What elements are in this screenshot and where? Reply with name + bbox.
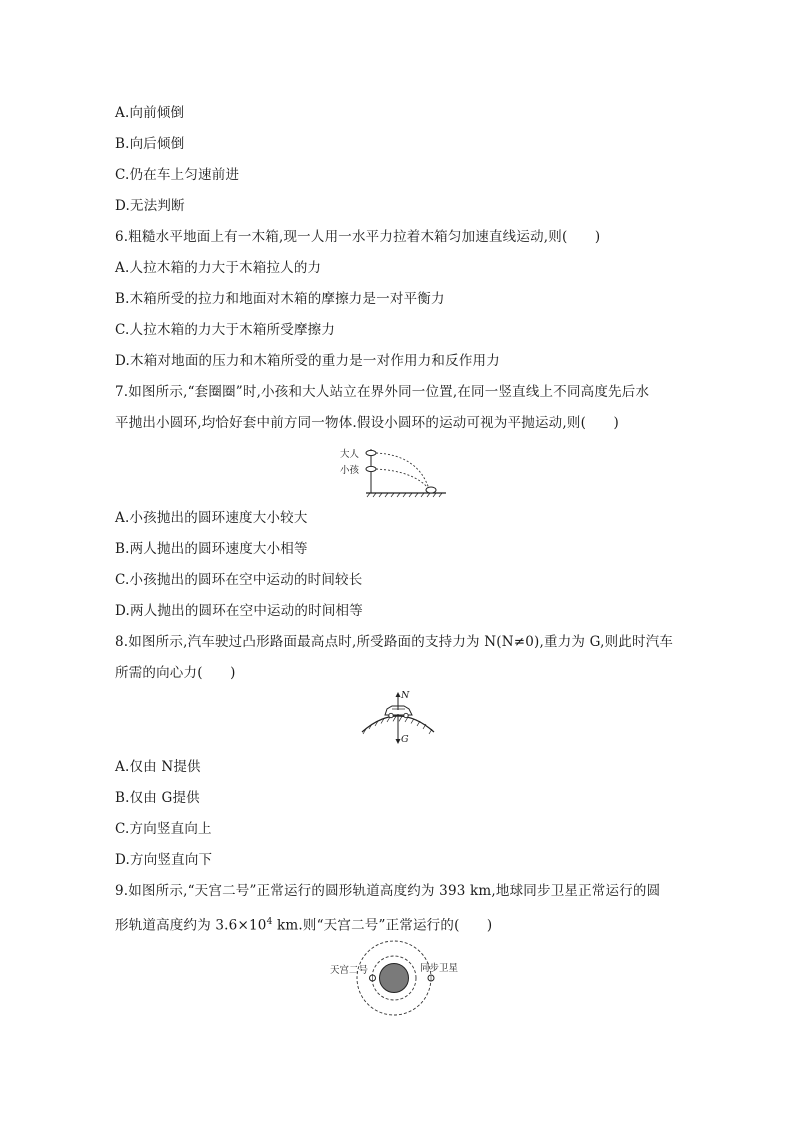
q8-stem-line1: 8.如图所示,汽车驶过凸形路面最高点时,所受路面的支持力为 N(N≠0),重力为 G,则此时汽车 — [115, 634, 674, 650]
q7-stem-line1: 7.如图所示,“套圈圈”时,小孩和大人站立在界外同一位置,在同一竖直线上不同高度先后水 — [115, 384, 650, 400]
q7-option-c: C.小孩抛出的圆环在空中运动的时间较长 — [115, 572, 363, 588]
q5-option-c: C.仍在车上匀速前进 — [115, 167, 240, 183]
q9-stem-line2 — [115, 912, 492, 936]
q5-option-b: B.向后倾倒 — [115, 136, 185, 152]
q7-option-a: A.小孩抛出的圆环速度大小较大 — [115, 510, 308, 526]
q7-label-adult: 大人 — [340, 449, 360, 460]
q9-stem-line2-pre: 形轨道高度约为 3.6×10 — [115, 917, 267, 934]
q8-option-b: B.仅由 G提供 — [115, 790, 200, 806]
q9-exponent: 4 — [266, 917, 273, 927]
q7-option-b: B.两人抛出的圆环速度大小相等 — [115, 541, 308, 557]
q6-option-c: C.人拉木箱的力大于木箱所受摩擦力 — [115, 322, 336, 338]
q6-option-a: A.人拉木箱的力大于木箱拉人的力 — [115, 260, 322, 276]
q7-stem-line2: 平抛出小圆环,均恰好套中前方同一物体.假设小圆环的运动可视为平抛运动,则( ) — [115, 415, 619, 431]
q8-label-g: G — [401, 734, 409, 745]
q8-option-d: D.方向竖直向下 — [115, 852, 213, 868]
q8-option-a: A.仅由 N提供 — [115, 759, 201, 775]
q9-stem-line2-post: km.则“天宫二号”正常运行的( ) — [272, 917, 493, 934]
q5-option-d: D.无法判断 — [115, 198, 185, 214]
q9-label-sync: 同步卫星 — [420, 963, 459, 974]
q8-stem-line2: 所需的向心力( ) — [115, 665, 236, 681]
q8-label-n: N — [401, 690, 410, 701]
q5-option-a: A.向前倾倒 — [115, 105, 185, 121]
q6-option-b: B.木箱所受的拉力和地面对木箱的摩擦力是一对平衡力 — [115, 291, 445, 307]
q7-ring-toss-figure — [340, 443, 460, 501]
q9-label-tiangong: 天宫二号 — [330, 965, 369, 976]
q9-orbit-figure — [330, 940, 465, 1018]
q6-stem: 6.粗糙水平地面上有一木箱,现一人用一水平力拉着木箱匀加速直线运动,则( ) — [115, 229, 601, 245]
q6-option-d: D.木箱对地面的压力和木箱所受的重力是一对作用力和反作用力 — [115, 353, 500, 369]
q7-option-d: D.两人抛出的圆环在空中运动的时间相等 — [115, 603, 363, 619]
q8-option-c: C.方向竖直向上 — [115, 821, 212, 837]
q9-stem-line1: 9.如图所示,“天宫二号”正常运行的圆形轨道高度约为 393 km,地球同步卫星正常运行的圆 — [115, 883, 661, 899]
q8-convex-road-figure — [358, 690, 438, 748]
q7-label-child: 小孩 — [340, 465, 360, 476]
